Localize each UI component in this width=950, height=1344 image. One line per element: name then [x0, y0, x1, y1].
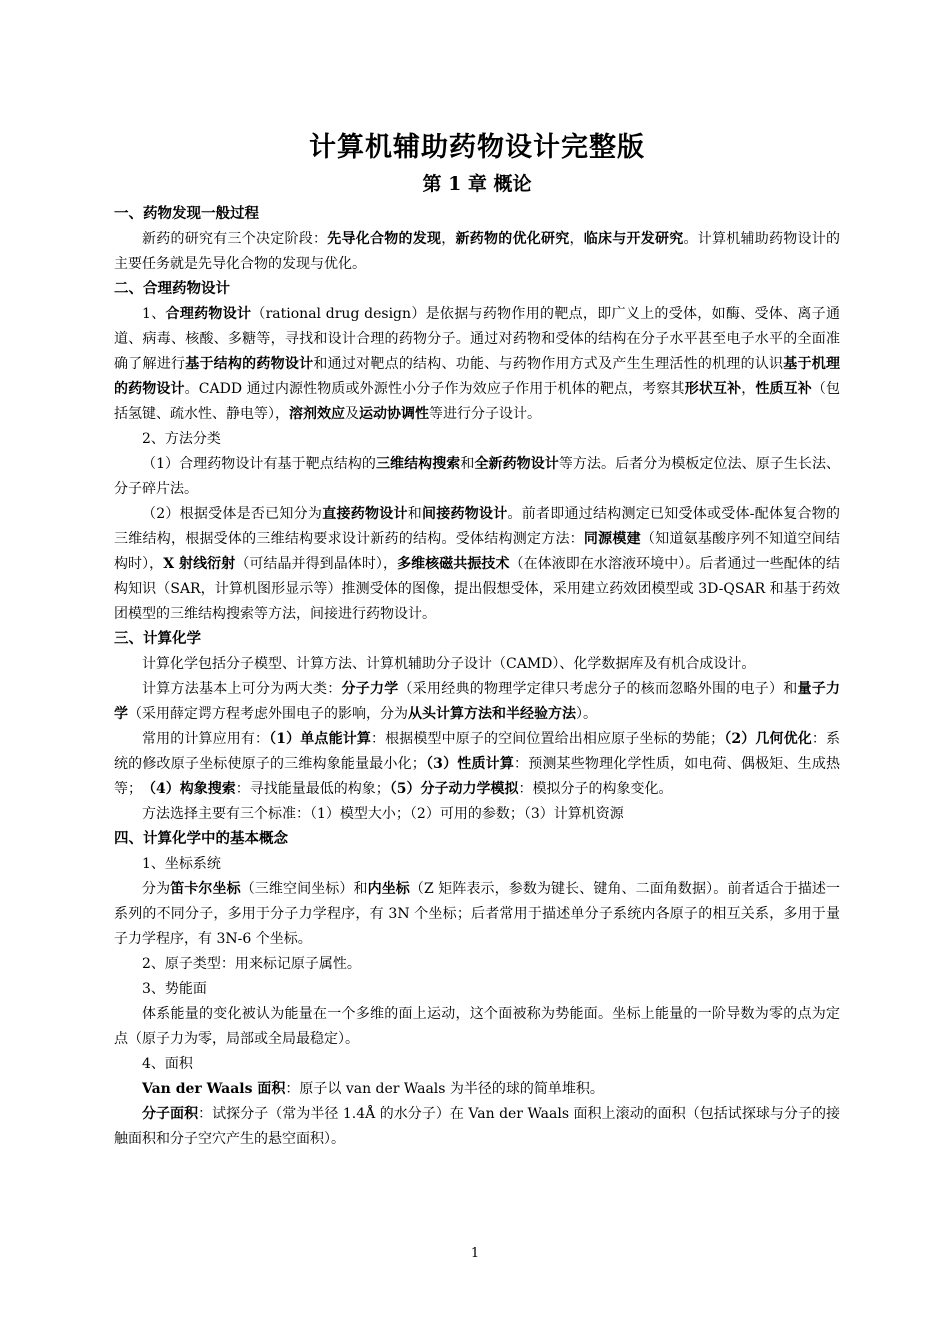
paragraph: （2）根据受体是否已知分为直接药物设计和间接药物设计。前者即通过结构测定已知受体或受体-配体复合物的三维结构，根据受体的三维结构要求设计新药的结构。受体结构测定方法：同源模建（知道氨基酸序列不知道空间结构时），X 射线衍射（可结晶并得到晶体时），多维核磁共振技术（在体液即在水溶液环境中）。后者通过一些配体的结构知识（SAR，计算机图形显示等）推测受体的图像，提出假想受体，采用建立药效团模型或 3D-QSAR 和基于药效团模型的三维结构搜索等方法，间接进行药物设计。 — [114, 506, 841, 622]
paragraph: 计算化学包括分子模型、计算方法、计算机辅助分子设计（CAMD）、化学数据库及有机合成设计。 — [142, 656, 756, 672]
section-heading-1: 一、药物发现一般过程 — [114, 206, 259, 222]
paragraph: 分子面积：试探分子（常为半径 1.4Å 的水分子）在 Van der Waals 面积上滚动的面积（包括试探球与分子的接触面积和分子空穴产生的悬空面积）。 — [114, 1106, 841, 1147]
paragraph: 1、坐标系统 — [142, 856, 221, 872]
paragraph: 方法选择主要有三个标准：（1）模型大小；（2）可用的参数；（3）计算机资源 — [142, 806, 624, 822]
paragraph: 4、面积 — [142, 1056, 193, 1072]
paragraph: 2、原子类型：用来标记原子属性。 — [142, 956, 361, 972]
page-number: 1 — [470, 1246, 480, 1261]
paragraph: 体系能量的变化被认为能量在一个多维的面上运动，这个面被称为势能面。坐标上能量的一阶导数为零的点为定点（原子力为零，局部或全局最稳定）。 — [114, 1006, 840, 1047]
paragraph: Van der Waals 面积：原子以 van der Waals 为半径的球的简单堆积。 — [142, 1081, 604, 1097]
paragraph: 3、势能面 — [142, 981, 207, 997]
section-heading-4: 四、计算化学中的基本概念 — [114, 831, 288, 847]
paragraph: （1）合理药物设计有基于靶点结构的三维结构搜索和全新药物设计等方法。后者分为模板定位法、原子生长法、分子碎片法。 — [114, 456, 841, 497]
section-heading-2: 二、合理药物设计 — [114, 281, 230, 297]
paragraph: 1、合理药物设计（rational drug design）是依据与药物作用的靶点，即广义上的受体，如酶、受体、离子通道、病毒、核酸、多糖等，寻找和设计合理的药物分子。通过对药物和受体的结构在分子水平甚至电子水平的全面准确了解进行基于结构的药物设计和通过对靶点的结构、功能、与药物作用方式及产生生理活性的机理的认识基于机理的药物设计。CADD 通过内源性物质或外源性小分子作为效应子作用于机体的靶点，考察其形状互补，性质互补（包括氢键、疏水性、静电等），溶剂效应及运动协调性等进行分子设计。 — [114, 306, 841, 422]
paragraph: 新药的研究有三个决定阶段：先导化合物的发现，新药物的优化研究，临床与开发研究。计算机辅助药物设计的主要任务就是先导化合物的发现与优化。 — [114, 231, 840, 272]
document-title: 计算机辅助药物设计完整版 — [309, 132, 645, 163]
paragraph: 计算方法基本上可分为两大类：分子力学（采用经典的物理学定律只考虑分子的核而忽略外围的电子）和量子力学（采用薛定谔方程考虑外围电子的影响，分为从头计算方法和半经验方法）。 — [114, 681, 840, 722]
section-heading-3: 三、计算化学 — [114, 631, 201, 647]
document-page — [114, 128, 840, 1152]
chapter-title: 第 1 章 概论 — [422, 173, 532, 195]
paragraph: 分为笛卡尔坐标（三维空间坐标）和内坐标（Z 矩阵表示，参数为键长、键角、二面角数据）。前者适合于描述一系列的不同分子，多用于分子力学程序，有 3N 个坐标；后者常用于描述单分子系统内各原子的相互关系，多用于量子力学程序，有 3N-6 个坐标。 — [114, 881, 841, 947]
paragraph: 常用的计算应用有：（1）单点能计算：根据模型中原子的空间位置给出相应原子坐标的势能；（2）几何优化：系统的修改原子坐标使原子的三维构象能量最小化；（3）性质计算：预测某些物理化学性质，如电荷、偶极矩、生成热等； （4）构象搜索：寻找能量最低的构象；（5）分子动力学模拟：模拟分子的构象变化。 — [114, 731, 841, 797]
paragraph: 2、方法分类 — [142, 431, 221, 447]
